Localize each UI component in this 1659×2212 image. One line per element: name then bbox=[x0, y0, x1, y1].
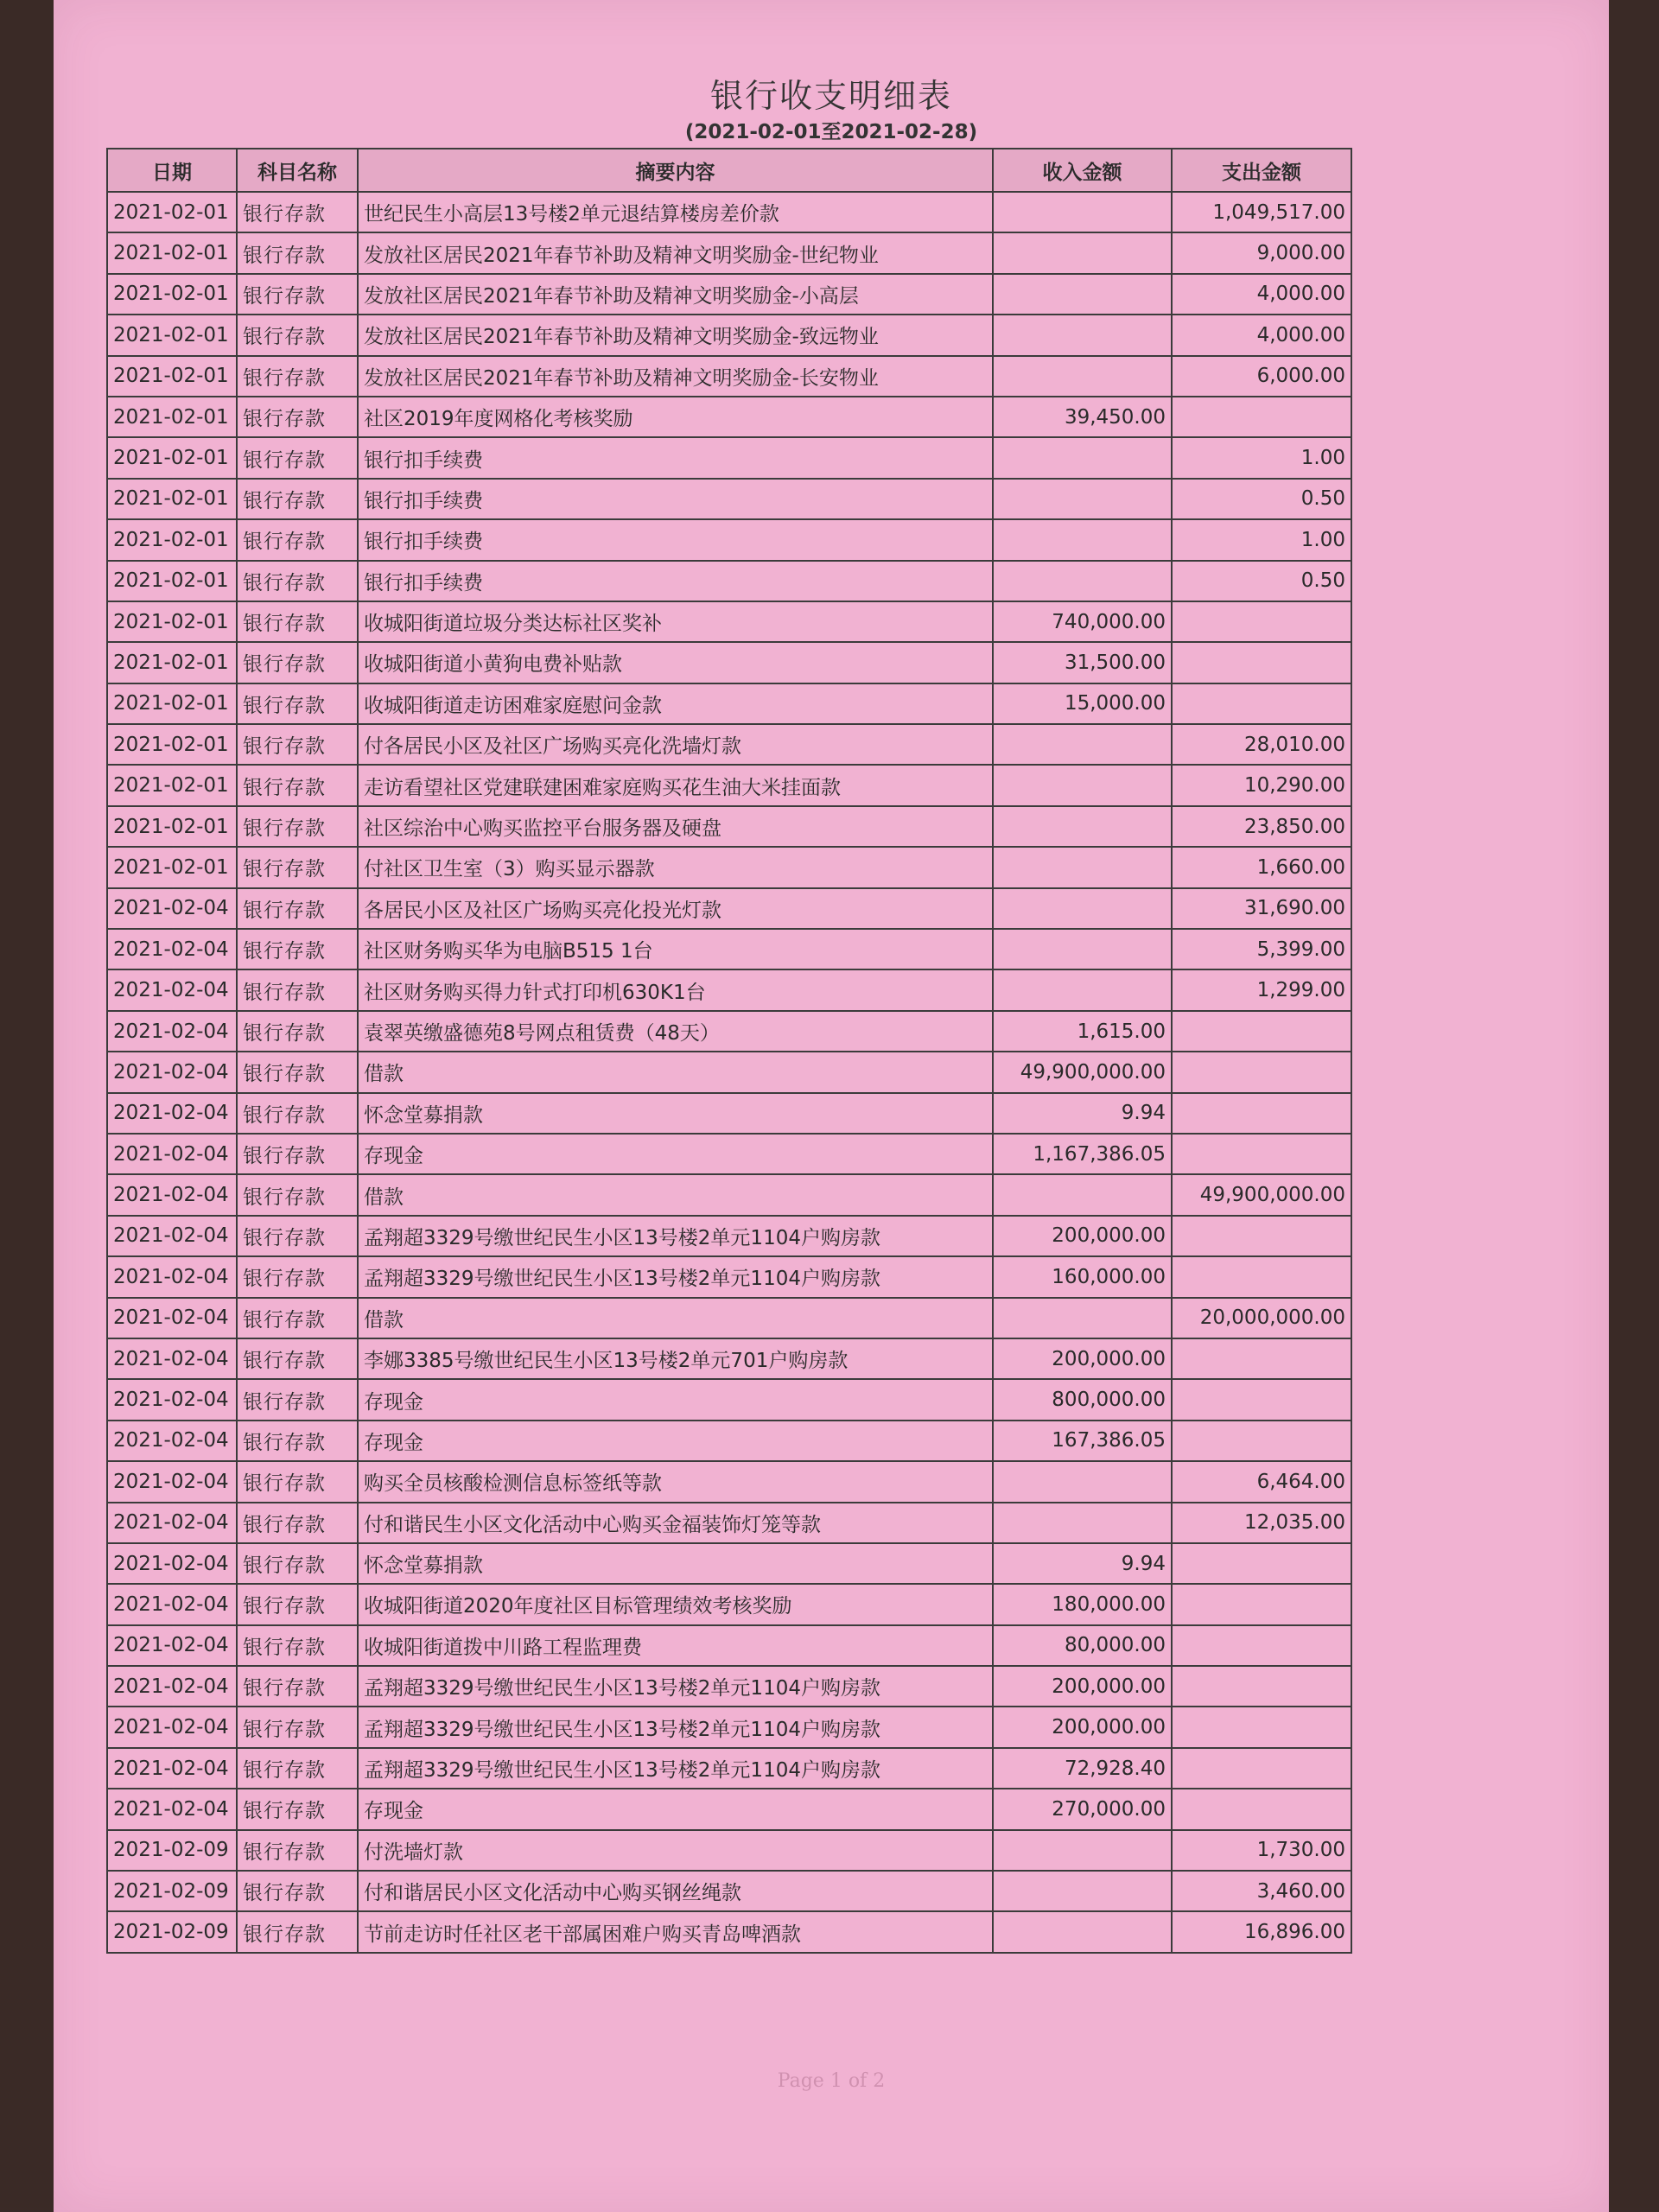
cell-expense: 1.00 bbox=[1172, 437, 1351, 478]
cell-expense bbox=[1172, 1052, 1351, 1092]
document-title: 银行收支明细表 bbox=[709, 77, 952, 115]
cell-summary: 收城阳街道拨中川路工程监理费 bbox=[358, 1625, 993, 1666]
table-row bbox=[107, 1052, 1351, 1092]
cell-income: 9.94 bbox=[993, 1543, 1172, 1584]
cell-summary: 付洗墙灯款 bbox=[358, 1830, 993, 1871]
cell-expense bbox=[1172, 1379, 1351, 1420]
cell-expense: 49,900,000.00 bbox=[1172, 1174, 1351, 1215]
cell-income bbox=[993, 1830, 1172, 1871]
cell-date: 2021-02-01 bbox=[107, 437, 237, 478]
cell-summary: 发放社区居民2021年春节补助及精神文明奖励金-致远物业 bbox=[358, 315, 993, 355]
cell-summary: 借款 bbox=[358, 1052, 993, 1092]
cell-income: 160,000.00 bbox=[993, 1256, 1172, 1297]
cell-expense: 31,690.00 bbox=[1172, 888, 1351, 929]
cell-summary: 孟翔超3329号缴世纪民生小区13号楼2单元1104户购房款 bbox=[358, 1216, 993, 1256]
table-row bbox=[107, 724, 1351, 765]
table-row bbox=[107, 1748, 1351, 1789]
header-date: 日期 bbox=[107, 149, 237, 192]
cell-account: 银行存款 bbox=[237, 601, 358, 642]
cell-income bbox=[993, 274, 1172, 315]
cell-date: 2021-02-04 bbox=[107, 969, 237, 1010]
header-income: 收入金额 bbox=[993, 149, 1172, 192]
cell-date: 2021-02-04 bbox=[107, 1421, 237, 1461]
cell-expense bbox=[1172, 1256, 1351, 1297]
cell-income bbox=[993, 356, 1172, 397]
cell-date: 2021-02-04 bbox=[107, 1298, 237, 1338]
date-range: (2021-02-01至2021-02-28) bbox=[684, 121, 978, 143]
table-row bbox=[107, 1789, 1351, 1829]
cell-summary: 收城阳街道小黄狗电费补贴款 bbox=[358, 642, 993, 683]
cell-income bbox=[993, 519, 1172, 560]
cell-expense: 4,000.00 bbox=[1172, 274, 1351, 315]
header-summary: 摘要内容 bbox=[358, 149, 993, 192]
ledger-body bbox=[107, 192, 1351, 1953]
cell-summary: 孟翔超3329号缴世纪民生小区13号楼2单元1104户购房款 bbox=[358, 1748, 993, 1789]
cell-date: 2021-02-04 bbox=[107, 1503, 237, 1543]
table-row bbox=[107, 1338, 1351, 1379]
cell-date: 2021-02-01 bbox=[107, 561, 237, 601]
table-row bbox=[107, 1093, 1351, 1134]
cell-date: 2021-02-01 bbox=[107, 765, 237, 805]
table-row bbox=[107, 192, 1351, 232]
cell-income bbox=[993, 479, 1172, 519]
cell-summary: 社区2019年度网格化考核奖励 bbox=[358, 397, 993, 437]
cell-expense: 28,010.00 bbox=[1172, 724, 1351, 765]
table-row bbox=[107, 315, 1351, 355]
cell-account: 银行存款 bbox=[237, 397, 358, 437]
table-row bbox=[107, 1379, 1351, 1420]
cell-expense bbox=[1172, 1584, 1351, 1624]
cell-summary: 存现金 bbox=[358, 1789, 993, 1829]
cell-date: 2021-02-04 bbox=[107, 1256, 237, 1297]
cell-expense bbox=[1172, 1625, 1351, 1666]
cell-account: 银行存款 bbox=[237, 1052, 358, 1092]
table-row bbox=[107, 601, 1351, 642]
cell-income: 1,615.00 bbox=[993, 1011, 1172, 1052]
table-row bbox=[107, 1174, 1351, 1215]
cell-expense: 1.00 bbox=[1172, 519, 1351, 560]
cell-account: 银行存款 bbox=[237, 888, 358, 929]
cell-summary: 李娜3385号缴世纪民生小区13号楼2单元701户购房款 bbox=[358, 1338, 993, 1379]
cell-expense: 6,464.00 bbox=[1172, 1461, 1351, 1502]
cell-date: 2021-02-04 bbox=[107, 1748, 237, 1789]
cell-expense: 9,000.00 bbox=[1172, 232, 1351, 273]
cell-expense bbox=[1172, 1011, 1351, 1052]
cell-account: 银行存款 bbox=[237, 765, 358, 805]
cell-income bbox=[993, 1461, 1172, 1502]
table-row bbox=[107, 1625, 1351, 1666]
cell-summary: 收城阳街道2020年度社区目标管理绩效考核奖励 bbox=[358, 1584, 993, 1624]
cell-summary: 付和谐民生小区文化活动中心购买金福装饰灯笼等款 bbox=[358, 1503, 993, 1543]
cell-date: 2021-02-04 bbox=[107, 1093, 237, 1134]
cell-date: 2021-02-09 bbox=[107, 1911, 237, 1952]
cell-account: 银行存款 bbox=[237, 1011, 358, 1052]
table-row bbox=[107, 765, 1351, 805]
cell-income bbox=[993, 232, 1172, 273]
table-row bbox=[107, 929, 1351, 969]
cell-date: 2021-02-01 bbox=[107, 356, 237, 397]
cell-expense: 1,660.00 bbox=[1172, 847, 1351, 887]
cell-income bbox=[993, 806, 1172, 847]
cell-account: 银行存款 bbox=[237, 356, 358, 397]
cell-summary: 怀念堂募捐款 bbox=[358, 1093, 993, 1134]
table-row bbox=[107, 437, 1351, 478]
cell-expense: 0.50 bbox=[1172, 479, 1351, 519]
cell-income: 72,928.40 bbox=[993, 1748, 1172, 1789]
cell-income: 39,450.00 bbox=[993, 397, 1172, 437]
cell-income bbox=[993, 1298, 1172, 1338]
table-row bbox=[107, 806, 1351, 847]
table-row bbox=[107, 519, 1351, 560]
cell-account: 银行存款 bbox=[237, 1338, 358, 1379]
cell-summary: 社区综治中心购买监控平台服务器及硬盘 bbox=[358, 806, 993, 847]
cell-income: 800,000.00 bbox=[993, 1379, 1172, 1420]
cell-date: 2021-02-01 bbox=[107, 315, 237, 355]
table-row bbox=[107, 1011, 1351, 1052]
cell-date: 2021-02-04 bbox=[107, 1584, 237, 1624]
cell-expense: 1,730.00 bbox=[1172, 1830, 1351, 1871]
cell-account: 银行存款 bbox=[237, 1911, 358, 1952]
cell-date: 2021-02-04 bbox=[107, 929, 237, 969]
cell-income bbox=[993, 765, 1172, 805]
table-row bbox=[107, 1461, 1351, 1502]
cell-account: 银行存款 bbox=[237, 274, 358, 315]
cell-summary: 孟翔超3329号缴世纪民生小区13号楼2单元1104户购房款 bbox=[358, 1707, 993, 1747]
cell-summary: 社区财务购买得力针式打印机630K1台 bbox=[358, 969, 993, 1010]
table-row bbox=[107, 969, 1351, 1010]
cell-income: 180,000.00 bbox=[993, 1584, 1172, 1624]
cell-income: 31,500.00 bbox=[993, 642, 1172, 683]
cell-date: 2021-02-01 bbox=[107, 601, 237, 642]
cell-expense: 23,850.00 bbox=[1172, 806, 1351, 847]
cell-account: 银行存款 bbox=[237, 192, 358, 232]
cell-summary: 存现金 bbox=[358, 1421, 993, 1461]
cell-income bbox=[993, 1911, 1172, 1952]
cell-date: 2021-02-04 bbox=[107, 1543, 237, 1584]
cell-date: 2021-02-04 bbox=[107, 1216, 237, 1256]
cell-income bbox=[993, 192, 1172, 232]
cell-income bbox=[993, 724, 1172, 765]
cell-expense: 1,049,517.00 bbox=[1172, 192, 1351, 232]
cell-date: 2021-02-04 bbox=[107, 888, 237, 929]
cell-date: 2021-02-01 bbox=[107, 519, 237, 560]
cell-income bbox=[993, 969, 1172, 1010]
cell-date: 2021-02-01 bbox=[107, 397, 237, 437]
cell-summary: 存现金 bbox=[358, 1379, 993, 1420]
cell-date: 2021-02-01 bbox=[107, 274, 237, 315]
cell-account: 银行存款 bbox=[237, 519, 358, 560]
cell-income: 270,000.00 bbox=[993, 1789, 1172, 1829]
cell-date: 2021-02-04 bbox=[107, 1052, 237, 1092]
cell-income bbox=[993, 561, 1172, 601]
cell-date: 2021-02-04 bbox=[107, 1707, 237, 1747]
cell-summary: 付社区卫生室（3）购买显示器款 bbox=[358, 847, 993, 887]
cell-expense bbox=[1172, 1093, 1351, 1134]
cell-account: 银行存款 bbox=[237, 969, 358, 1010]
cell-expense: 12,035.00 bbox=[1172, 1503, 1351, 1543]
table-row bbox=[107, 1666, 1351, 1707]
cell-summary: 借款 bbox=[358, 1174, 993, 1215]
cell-summary: 怀念堂募捐款 bbox=[358, 1543, 993, 1584]
table-row bbox=[107, 1216, 1351, 1256]
cell-account: 银行存款 bbox=[237, 1789, 358, 1829]
table-row bbox=[107, 1871, 1351, 1911]
table-row bbox=[107, 1134, 1351, 1174]
cell-income bbox=[993, 929, 1172, 969]
cell-income bbox=[993, 315, 1172, 355]
cell-income bbox=[993, 1871, 1172, 1911]
cell-account: 银行存款 bbox=[237, 1503, 358, 1543]
cell-account: 银行存款 bbox=[237, 1298, 358, 1338]
cell-account: 银行存款 bbox=[237, 1748, 358, 1789]
cell-account: 银行存款 bbox=[237, 1174, 358, 1215]
cell-summary: 发放社区居民2021年春节补助及精神文明奖励金-长安物业 bbox=[358, 356, 993, 397]
cell-summary: 存现金 bbox=[358, 1134, 993, 1174]
cell-expense: 0.50 bbox=[1172, 561, 1351, 601]
cell-account: 银行存款 bbox=[237, 1543, 358, 1584]
cell-income bbox=[993, 888, 1172, 929]
table-row bbox=[107, 1256, 1351, 1297]
cell-income: 740,000.00 bbox=[993, 601, 1172, 642]
cell-date: 2021-02-01 bbox=[107, 683, 237, 724]
cell-income: 15,000.00 bbox=[993, 683, 1172, 724]
cell-date: 2021-02-01 bbox=[107, 847, 237, 887]
cell-summary: 孟翔超3329号缴世纪民生小区13号楼2单元1104户购房款 bbox=[358, 1666, 993, 1707]
cell-expense bbox=[1172, 683, 1351, 724]
cell-date: 2021-02-01 bbox=[107, 642, 237, 683]
cell-summary: 袁翠英缴盛德苑8号网点租赁费（48天） bbox=[358, 1011, 993, 1052]
table-row bbox=[107, 356, 1351, 397]
cell-date: 2021-02-04 bbox=[107, 1379, 237, 1420]
cell-date: 2021-02-01 bbox=[107, 192, 237, 232]
table-header-row bbox=[107, 149, 1351, 192]
table-row bbox=[107, 847, 1351, 887]
cell-summary: 银行扣手续费 bbox=[358, 561, 993, 601]
cell-account: 银行存款 bbox=[237, 1256, 358, 1297]
cell-summary: 银行扣手续费 bbox=[358, 479, 993, 519]
cell-expense bbox=[1172, 1134, 1351, 1174]
cell-summary: 银行扣手续费 bbox=[358, 437, 993, 478]
page-footer: Page 1 of 2 bbox=[777, 2070, 886, 2092]
table-row bbox=[107, 642, 1351, 683]
cell-summary: 银行扣手续费 bbox=[358, 519, 993, 560]
cell-income bbox=[993, 847, 1172, 887]
cell-income: 49,900,000.00 bbox=[993, 1052, 1172, 1092]
cell-income bbox=[993, 1503, 1172, 1543]
cell-expense bbox=[1172, 601, 1351, 642]
table-row bbox=[107, 561, 1351, 601]
cell-account: 银行存款 bbox=[237, 1584, 358, 1624]
cell-summary: 收城阳街道垃圾分类达标社区奖补 bbox=[358, 601, 993, 642]
cell-expense: 10,290.00 bbox=[1172, 765, 1351, 805]
cell-expense: 5,399.00 bbox=[1172, 929, 1351, 969]
cell-summary: 节前走访时任社区老干部属困难户购买青岛啤酒款 bbox=[358, 1911, 993, 1952]
cell-summary: 付各居民小区及社区广场购买亮化洗墙灯款 bbox=[358, 724, 993, 765]
cell-summary: 孟翔超3329号缴世纪民生小区13号楼2单元1104户购房款 bbox=[358, 1256, 993, 1297]
table-row bbox=[107, 1543, 1351, 1584]
cell-summary: 社区财务购买华为电脑B515 1台 bbox=[358, 929, 993, 969]
table-row bbox=[107, 1298, 1351, 1338]
cell-expense: 16,896.00 bbox=[1172, 1911, 1351, 1952]
cell-income: 1,167,386.05 bbox=[993, 1134, 1172, 1174]
cell-date: 2021-02-04 bbox=[107, 1789, 237, 1829]
cell-expense bbox=[1172, 1748, 1351, 1789]
table-row bbox=[107, 1707, 1351, 1747]
cell-account: 银行存款 bbox=[237, 1134, 358, 1174]
cell-account: 银行存款 bbox=[237, 1830, 358, 1871]
table-row bbox=[107, 683, 1351, 724]
cell-account: 银行存款 bbox=[237, 561, 358, 601]
cell-expense bbox=[1172, 1707, 1351, 1747]
cell-expense: 3,460.00 bbox=[1172, 1871, 1351, 1911]
header-account: 科目名称 bbox=[237, 149, 358, 192]
cell-expense bbox=[1172, 1216, 1351, 1256]
cell-account: 银行存款 bbox=[237, 1871, 358, 1911]
cell-account: 银行存款 bbox=[237, 1461, 358, 1502]
table-row bbox=[107, 479, 1351, 519]
cell-account: 银行存款 bbox=[237, 1625, 358, 1666]
cell-account: 银行存款 bbox=[237, 232, 358, 273]
cell-income: 200,000.00 bbox=[993, 1216, 1172, 1256]
cell-expense bbox=[1172, 1543, 1351, 1584]
header-expense: 支出金额 bbox=[1172, 149, 1351, 192]
cell-account: 银行存款 bbox=[237, 1666, 358, 1707]
cell-summary: 购买全员核酸检测信息标签纸等款 bbox=[358, 1461, 993, 1502]
cell-expense: 4,000.00 bbox=[1172, 315, 1351, 355]
cell-expense bbox=[1172, 642, 1351, 683]
cell-expense: 20,000,000.00 bbox=[1172, 1298, 1351, 1338]
cell-account: 银行存款 bbox=[237, 847, 358, 887]
cell-date: 2021-02-01 bbox=[107, 479, 237, 519]
cell-account: 银行存款 bbox=[237, 1379, 358, 1420]
cell-income: 200,000.00 bbox=[993, 1666, 1172, 1707]
table-row bbox=[107, 1911, 1351, 1952]
cell-account: 银行存款 bbox=[237, 642, 358, 683]
cell-account: 银行存款 bbox=[237, 1421, 358, 1461]
table-row bbox=[107, 1830, 1351, 1871]
table-row bbox=[107, 1584, 1351, 1624]
cell-expense bbox=[1172, 1666, 1351, 1707]
table-row bbox=[107, 274, 1351, 315]
cell-income: 200,000.00 bbox=[993, 1338, 1172, 1379]
cell-date: 2021-02-04 bbox=[107, 1461, 237, 1502]
table-row bbox=[107, 888, 1351, 929]
cell-date: 2021-02-01 bbox=[107, 724, 237, 765]
paper-sheet bbox=[54, 0, 1609, 2212]
cell-date: 2021-02-01 bbox=[107, 232, 237, 273]
cell-account: 银行存款 bbox=[237, 437, 358, 478]
cell-account: 银行存款 bbox=[237, 724, 358, 765]
cell-summary: 发放社区居民2021年春节补助及精神文明奖励金-世纪物业 bbox=[358, 232, 993, 273]
cell-account: 银行存款 bbox=[237, 1093, 358, 1134]
cell-date: 2021-02-04 bbox=[107, 1174, 237, 1215]
cell-income: 167,386.05 bbox=[993, 1421, 1172, 1461]
table-row bbox=[107, 1421, 1351, 1461]
cell-account: 银行存款 bbox=[237, 683, 358, 724]
cell-summary: 各居民小区及社区广场购买亮化投光灯款 bbox=[358, 888, 993, 929]
cell-date: 2021-02-09 bbox=[107, 1871, 237, 1911]
cell-date: 2021-02-04 bbox=[107, 1011, 237, 1052]
cell-summary: 世纪民生小高层13号楼2单元退结算楼房差价款 bbox=[358, 192, 993, 232]
cell-summary: 借款 bbox=[358, 1298, 993, 1338]
cell-summary: 走访看望社区党建联建困难家庭购买花生油大米挂面款 bbox=[358, 765, 993, 805]
cell-account: 银行存款 bbox=[237, 479, 358, 519]
cell-income: 200,000.00 bbox=[993, 1707, 1172, 1747]
table-row bbox=[107, 232, 1351, 273]
cell-account: 银行存款 bbox=[237, 1216, 358, 1256]
cell-date: 2021-02-04 bbox=[107, 1134, 237, 1174]
cell-income bbox=[993, 437, 1172, 478]
table-row bbox=[107, 1503, 1351, 1543]
cell-date: 2021-02-04 bbox=[107, 1625, 237, 1666]
cell-account: 银行存款 bbox=[237, 806, 358, 847]
cell-expense: 6,000.00 bbox=[1172, 356, 1351, 397]
cell-date: 2021-02-04 bbox=[107, 1338, 237, 1379]
cell-summary: 付和谐居民小区文化活动中心购买钢丝绳款 bbox=[358, 1871, 993, 1911]
cell-summary: 发放社区居民2021年春节补助及精神文明奖励金-小高层 bbox=[358, 274, 993, 315]
cell-income: 80,000.00 bbox=[993, 1625, 1172, 1666]
cell-account: 银行存款 bbox=[237, 315, 358, 355]
cell-account: 银行存款 bbox=[237, 1707, 358, 1747]
cell-expense: 1,299.00 bbox=[1172, 969, 1351, 1010]
cell-income bbox=[993, 1174, 1172, 1215]
cell-expense bbox=[1172, 1338, 1351, 1379]
cell-expense bbox=[1172, 1421, 1351, 1461]
cell-date: 2021-02-01 bbox=[107, 806, 237, 847]
cell-expense bbox=[1172, 397, 1351, 437]
cell-income: 9.94 bbox=[993, 1093, 1172, 1134]
ledger-table bbox=[106, 148, 1352, 1954]
cell-account: 银行存款 bbox=[237, 929, 358, 969]
cell-summary: 收城阳街道走访困难家庭慰问金款 bbox=[358, 683, 993, 724]
table-row bbox=[107, 397, 1351, 437]
cell-expense bbox=[1172, 1789, 1351, 1829]
cell-date: 2021-02-09 bbox=[107, 1830, 237, 1871]
cell-date: 2021-02-04 bbox=[107, 1666, 237, 1707]
